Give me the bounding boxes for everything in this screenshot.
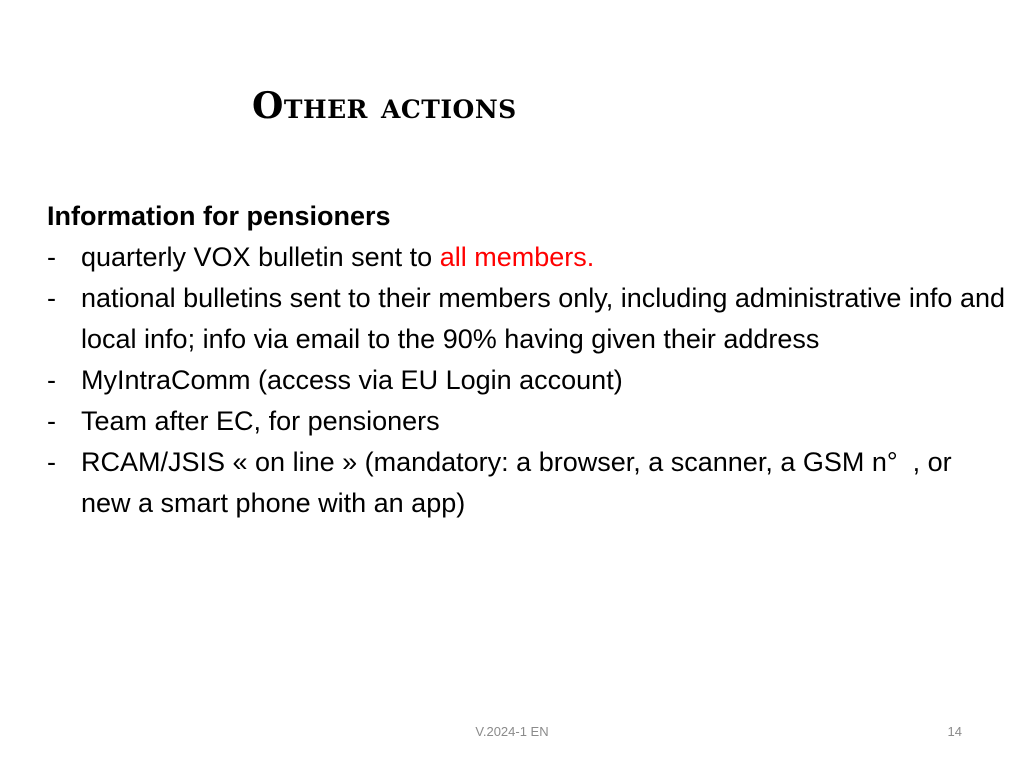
bullet-text: quarterly VOX bulletin sent to — [81, 242, 440, 272]
bullet-text: MyIntraComm (access via EU Login account) — [81, 365, 623, 395]
bullet-dash: - — [47, 283, 56, 313]
bullet-dash: - — [47, 447, 56, 477]
slide-content — [47, 196, 1007, 524]
footer-version: V.2024-1 EN — [475, 724, 549, 739]
bullet-text: Team after EC, for pensioners — [81, 406, 440, 436]
bullet-item-myintracomm — [47, 360, 1007, 401]
bullet-dash: - — [47, 365, 56, 395]
bullet-list — [47, 237, 1007, 524]
bullet-item-rcam-jsis — [47, 442, 1007, 524]
section-heading: Information for pensioners — [47, 201, 391, 231]
bullet-dash: - — [47, 406, 56, 436]
bullet-item-team-after-ec — [47, 401, 1007, 442]
bullet-text: RCAM/JSIS « on line » (mandatory: a browser, a scanner, a GSM n° , or new a smart phone with an app) — [81, 447, 952, 518]
page-number: 14 — [947, 724, 962, 739]
slide-title: Other actions — [252, 85, 517, 127]
highlighted-text: all members. — [439, 242, 595, 272]
bullet-item-national-bulletins — [47, 278, 1007, 360]
bullet-dash: - — [47, 242, 56, 272]
bullet-item-vox — [47, 237, 1007, 278]
bullet-text: national bulletins sent to their members only, including administrative info and local info; info via email to the 90% having given their address — [81, 283, 1005, 354]
